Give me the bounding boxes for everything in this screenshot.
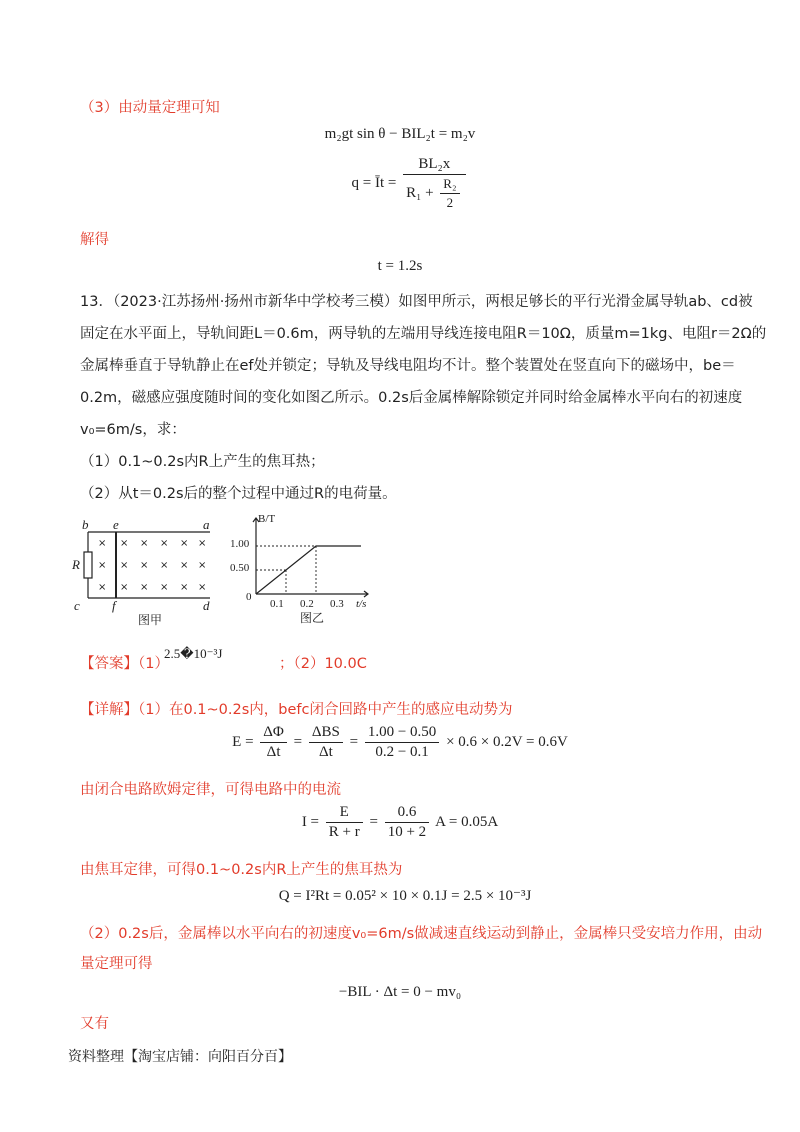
caption-fig-b: 图乙 (300, 611, 325, 625)
eq2-fraction: BL₂x R₁ + $\frac{\text{R₂}}{2}$ (403, 156, 465, 211)
y-tick-0: 0 (246, 591, 252, 603)
label-e: e (113, 518, 119, 532)
label-d: d (203, 598, 210, 613)
svg-text:×: × (160, 582, 169, 593)
svg-text:×: × (160, 538, 169, 549)
eq2-lhs: q = Īt = (351, 174, 397, 191)
svg-text:×: × (98, 560, 107, 571)
equation-current: I = $\frac{E}{R + r}$ = $\frac{0.6}{10 + 2}$ A = 0.05A (301, 804, 499, 840)
answer-sep: ； (278, 656, 294, 672)
answer-value-1: 2.5�10⁻³J (164, 646, 223, 661)
svg-text:×: × (120, 538, 129, 549)
y-tick-0.50: 0.50 (230, 562, 250, 574)
y-tick-1.00: 1.00 (230, 538, 250, 550)
svg-text:×: × (140, 582, 149, 593)
q13-line5: v₀=6m/s，求： (80, 422, 186, 438)
footer-source: 资料整理【淘宝店铺：向阳百分百】 (68, 1049, 292, 1065)
equation-emf: E = $\frac{\Delta\Phi}{\Delta t}$ = $\frac{\text{ΔBS}}{\Delta t}$ = $\frac{1.00 - 0.50}{0.2 - 0.1}$ × 0.6 × 0.2V = 0.6V (232, 724, 568, 760)
series-line (256, 546, 361, 594)
label-b: b (82, 518, 89, 532)
x-tick-0.3: 0.3 (330, 598, 344, 610)
svg-text:×: × (180, 538, 189, 549)
detail-line5: 量定理可得 (80, 956, 153, 972)
y-axis-label: B/T (258, 513, 276, 525)
svg-text:×: × (198, 582, 207, 593)
label-c: c (74, 598, 80, 613)
magnetic-field-crosses (98, 538, 206, 593)
part3-heading: （3）由动量定理可知 (80, 100, 220, 116)
q13-sub1: （1）0.1~0.2s内R上产生的焦耳热； (80, 454, 325, 470)
detail-line4: （2）0.2s后，金属棒以水平向右的初速度v₀=6m/s做减速直线运动到静止，金属棒只受安培力作用，由动 (80, 926, 763, 942)
equation-charge (330, 156, 490, 211)
svg-text:×: × (98, 538, 107, 549)
answer-tag: 【答案】 (80, 656, 138, 672)
figure-b-t-graph (228, 512, 378, 628)
answer-part1: （1） (138, 656, 169, 672)
label-a: a (203, 518, 210, 532)
q13-line3: 金属棒垂直于导轨静止在ef处并锁定；导轨及导线电阻均不计。整个装置处在竖直向下的磁场中，be＝ (80, 358, 736, 374)
svg-text:×: × (98, 582, 107, 593)
svg-text:×: × (140, 538, 149, 549)
q13-sub2: （2）从t＝0.2s后的整个过程中通过R的电荷量。 (80, 486, 397, 502)
answer-part2: （2）10.0C (293, 656, 367, 672)
label-f: f (112, 598, 116, 613)
detail-line2: 由闭合电路欧姆定律，可得电路中的电流 (80, 782, 341, 798)
x-tick-0.2: 0.2 (300, 598, 314, 610)
svg-text:×: × (120, 560, 129, 571)
svg-text:×: × (180, 582, 189, 593)
equation-t: t = 1.2s (377, 258, 423, 274)
detail-line3: 由焦耳定律，可得0.1~0.2s内R上产生的焦耳热为 (80, 862, 403, 878)
equation-momentum: m₂gt sin θ − BIL₂t = m₂v (324, 126, 476, 142)
answer-line (80, 654, 367, 674)
svg-text:×: × (180, 560, 189, 571)
figure-circuit (70, 518, 220, 628)
x-tick-0.1: 0.1 (270, 598, 284, 610)
jiede-label: 解得 (80, 232, 109, 248)
equation-heat: Q = I²Rt = 0.05² × 10 × 0.1J = 2.5 × 10⁻³J (278, 888, 532, 904)
q13-line2: 固定在水平面上，导轨间距L＝0.6m，两导轨的左端用导线连接电阻R＝10Ω，质量m=1kg、电阻r＝2Ω的 (80, 326, 767, 342)
svg-text:×: × (140, 560, 149, 571)
svg-text:×: × (198, 538, 207, 549)
detail-line1: 【详解】（1）在0.1~0.2s内，befc闭合回路中产生的感应电动势为 (80, 702, 513, 718)
svg-text:×: × (160, 560, 169, 571)
svg-text:×: × (120, 582, 129, 593)
detail-tag: 【详解】 (80, 702, 138, 718)
equation-impulse: −BIL · Δt = 0 − mv₀ (338, 984, 462, 1000)
svg-text:×: × (198, 560, 207, 571)
q13-line4: 0.2m，磁感应强度随时间的变化如图乙所示。0.2s后金属棒解除锁定并同时给金属棒水平向右的初速度 (80, 390, 743, 406)
q13-line1: 13．（2023·江苏扬州·扬州市新华中学校考三模）如图甲所示，两根足够长的平行光滑金属导轨ab、cd被 (80, 294, 753, 310)
caption-fig-a: 图甲 (138, 613, 163, 627)
label-r: R (72, 557, 80, 572)
detail-line6: 又有 (80, 1016, 109, 1032)
x-axis-label: t/s (356, 598, 367, 610)
